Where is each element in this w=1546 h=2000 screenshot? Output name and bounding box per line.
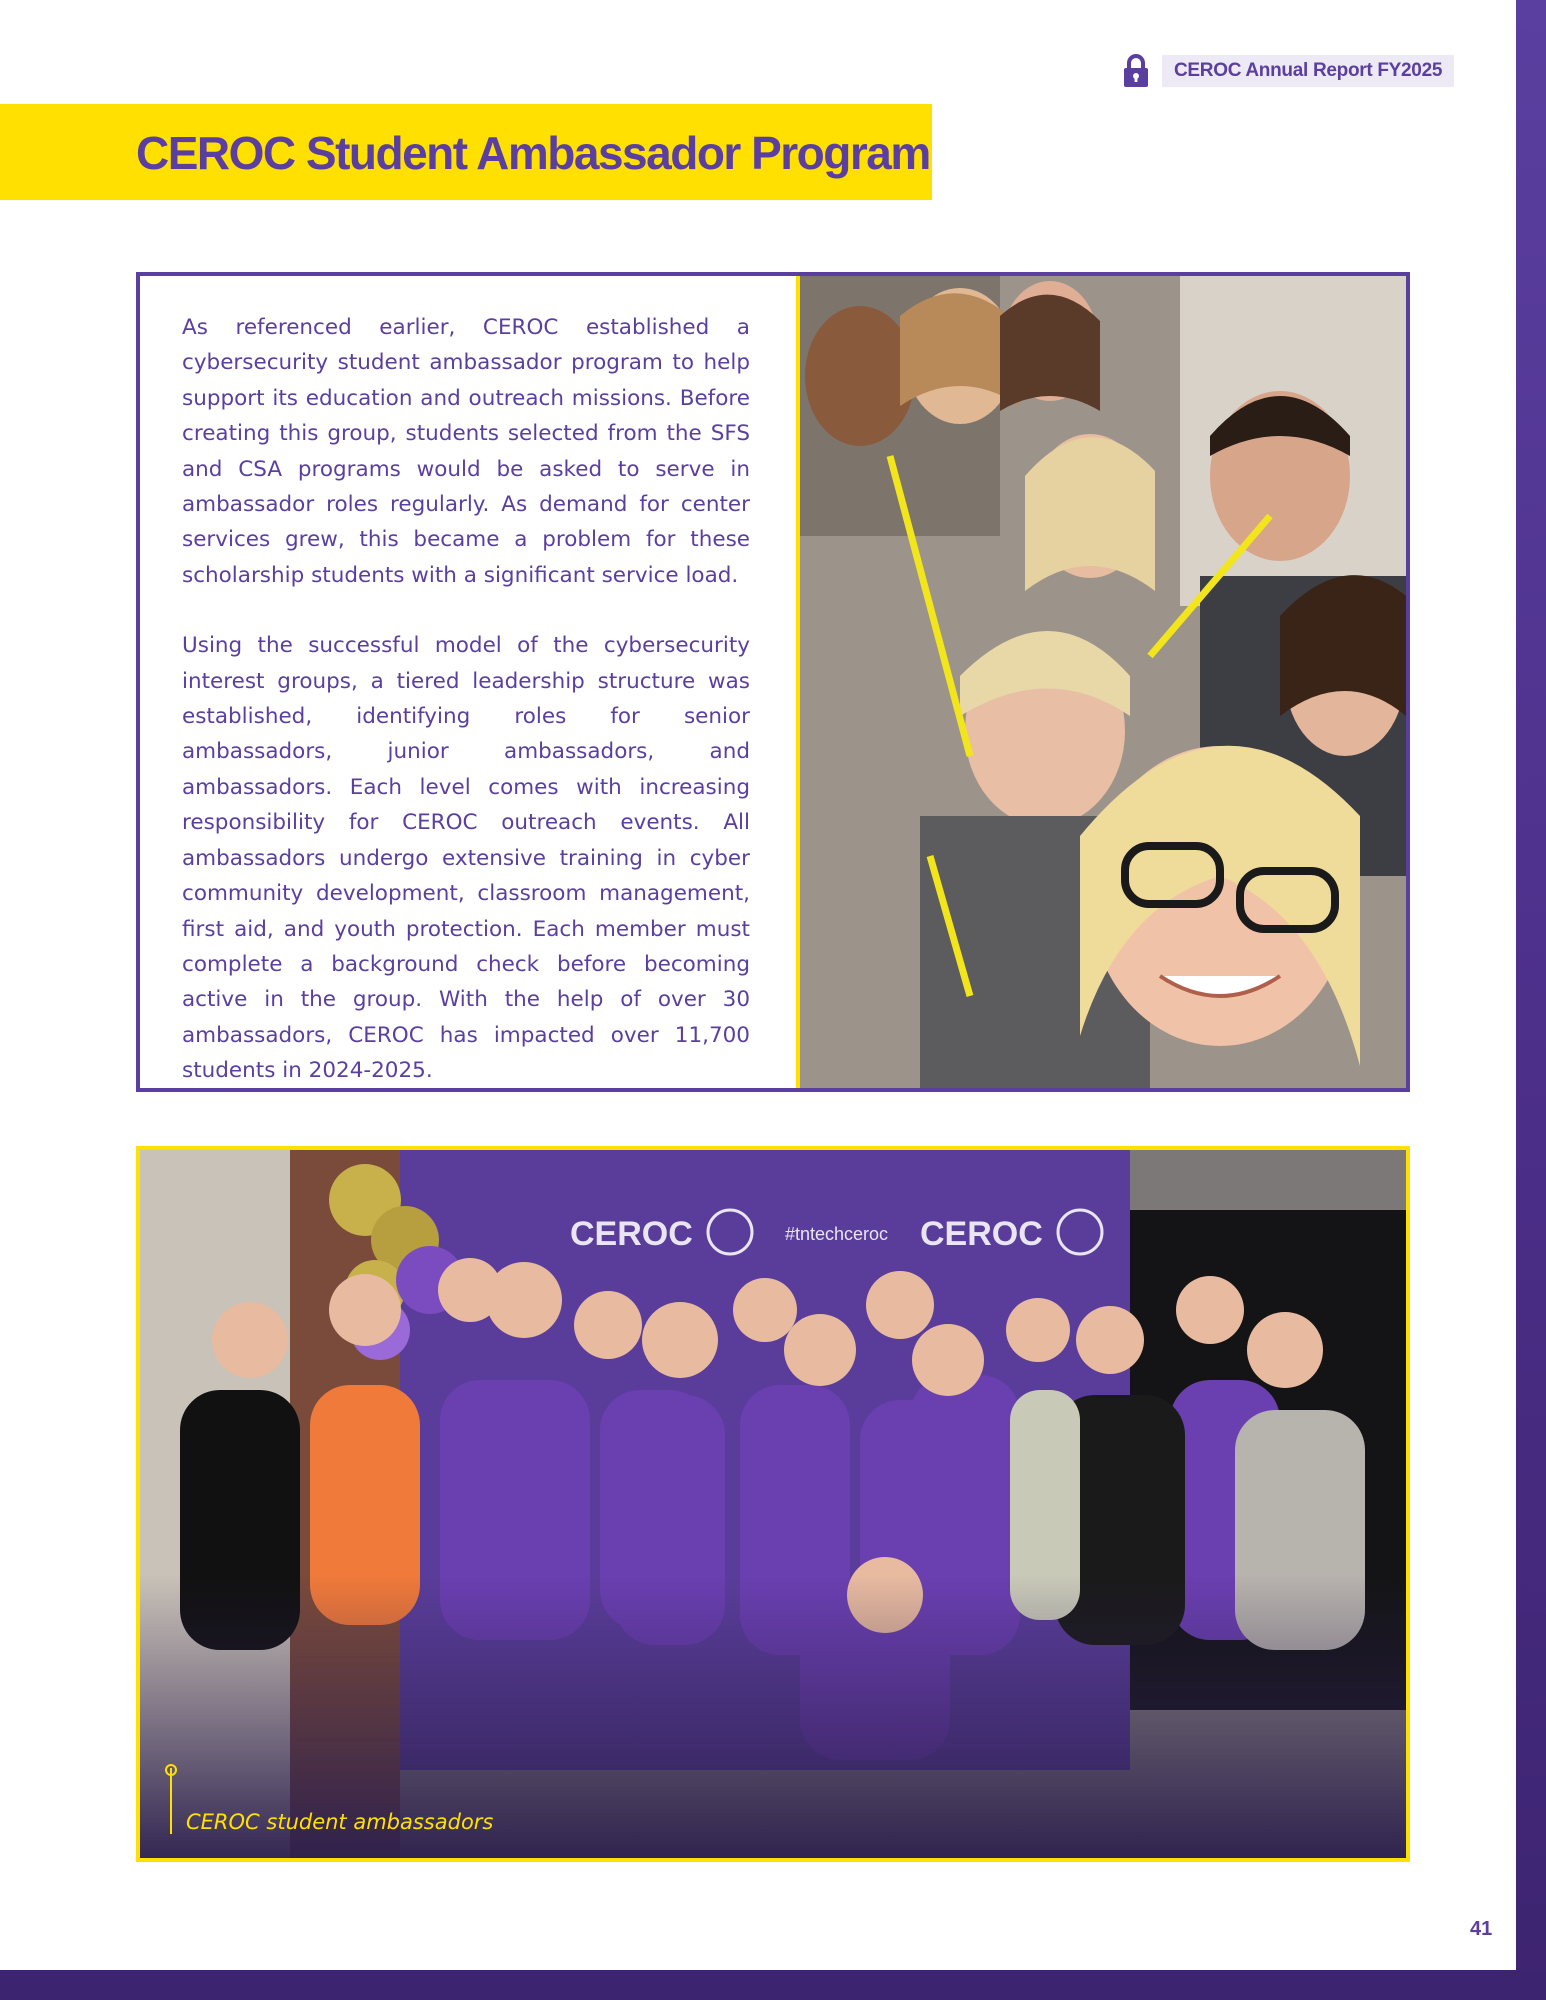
page-number: 41: [1470, 1918, 1493, 1940]
photo-caption: CEROC student ambassadors: [186, 1810, 494, 1834]
page-edge-bar-right: [1516, 0, 1546, 2000]
lock-icon: [1122, 54, 1150, 88]
report-header: [1122, 54, 1454, 88]
group-photo: [136, 1146, 1410, 1862]
body-text: [182, 310, 750, 1124]
caption-line: [170, 1768, 172, 1834]
report-label: CEROC Annual Report FY2025: [1162, 55, 1454, 87]
ambassador-selfie-photo: [796, 276, 1406, 1088]
page-title: CEROC Student Ambassador Program: [136, 127, 930, 179]
paragraph-1: As referenced earlier, CEROC established a cybersecurity student ambassador program to help support its education and outreach missions. Before creating this group, students selected from the SFS and CSA programs would be asked to serve in ambassador roles regularly. As demand for center services grew, this became a problem for these scholarship students with a significant service load.: [182, 315, 750, 588]
page-edge-bar-bottom: [0, 1970, 1546, 2000]
paragraph-2: Using the successful model of the cybersecurity interest groups, a tiered leadership structure was established, identifying roles for senior ambassadors, junior ambassadors, and ambassadors. Each level comes with increasing responsibility for CEROC outreach events. All ambassadors undergo extensive training in cyber community development, classroom management, first aid, and youth protection. Each member must complete a background check before becoming active in the group. With the help of over 30 ambassadors, CEROC has impacted over 11,700 students in 2024-2025.: [182, 633, 750, 1084]
